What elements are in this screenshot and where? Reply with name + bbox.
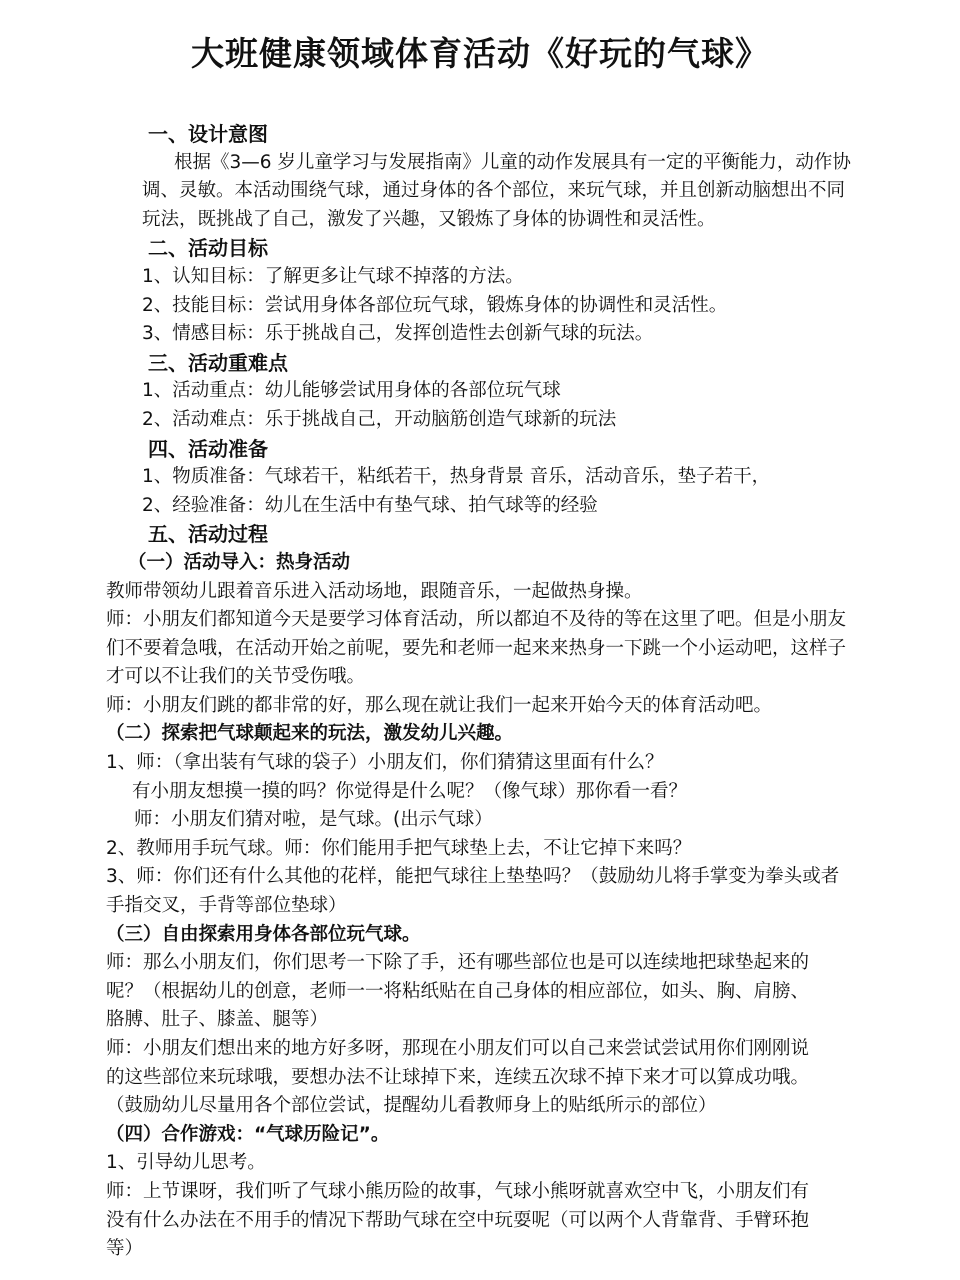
text-line: 胳膊、肚子、膝盖、腿等） [106,1009,329,1031]
subsection-heading: （四）合作游戏：“气球历险记”。 [106,1123,390,1145]
text-line: 师：小朋友们猜对啦，是气球。(出示气球） [134,809,493,831]
text-line: 师：小朋友们想出来的地方好多呀，那现在小朋友们可以自己来尝试尝试用你们刚刚说 [106,1038,810,1059]
text-line: 呢？（根据幼儿的创意，老师一一将粘纸贴在自己身体的相应部位，如头、胸、肩膀、 [106,980,810,1002]
text-line: 才可以不让我们的关节受伤哦。 [106,666,366,688]
text-line: 2、教师用手玩气球。师：你们能用手把气球垫上去，不让它掉下来吗？ [106,837,692,859]
text-line: 师：小朋友们都知道今天是要学习体育活动，所以都迫不及待的等在这里了吧。但是小朋友 [106,609,847,631]
text-line: 的这些部位来玩球哦，要想办法不让球掉下来，连续五次球不掉下来才可以算成功哦。 [106,1066,810,1088]
text-line: 根据《3—6 岁儿童学习与发展指南》儿童的动作发展具有一定的平衡能力，动作协 [174,151,851,173]
text-line: 1、活动重点：幼儿能够尝试用身体的各部位玩气球 [142,380,561,402]
text-line: 1、物质准备：气球若干，粘纸若干，热身背景 音乐，活动音乐，垫子若干， [142,466,771,488]
text-line: 1、认知目标：了解更多让气球不掉落的方法。 [142,265,524,287]
section-heading: 二、活动目标 [148,236,268,261]
document-body [106,120,866,1264]
text-line: 有小朋友想摸一摸的吗？你觉得是什么呢？（像气球）那你看一看？ [132,780,688,802]
text-line: 师：小朋友们跳的都非常的好，那么现在就让我们一起来开始今天的体育活动吧。 [106,694,773,716]
text-line: 手指交叉，手背等部位垫球） [106,895,347,917]
text-line: 1、引导幼儿思考。 [106,1152,266,1174]
section-heading: 三、活动重难点 [148,350,288,375]
text-line: 3、师：你们还有什么其他的花样，能把气球往上垫垫吗？（鼓励幼儿将手掌变为拳头或者 [106,866,840,888]
section-heading: 五、活动过程 [148,522,268,547]
section-heading: 四、活动准备 [148,436,268,461]
text-line: 师：那么小朋友们，你们思考一下除了手，还有哪些部位也是可以连续地把球垫起来的 [106,952,810,974]
subsection-heading: （二）探索把气球颠起来的玩法，激发幼儿兴趣。 [106,723,514,745]
subsection-heading: （一）活动导入：热身活动 [128,551,351,573]
text-line: 教师带领幼儿跟着音乐进入活动场地，跟随音乐，一起做热身操。 [106,580,643,602]
text-line: 没有什么办法在不用手的情况下帮助气球在空中玩耍呢（可以两个人背靠背、手臂环抱 [106,1209,810,1231]
text-line: 们不要着急哦，在活动开始之前呢，要先和老师一起来来热身一下跳一个小运动吧，这样子 [106,637,847,659]
text-line: 1、师：（拿出装有气球的袋子）小朋友们，你们猜猜这里面有什么？ [106,752,664,774]
text-line: 2、技能目标：尝试用身体各部位玩气球，锻炼身体的协调性和灵活性。 [142,294,728,316]
text-line: 调、灵敏。本活动围绕气球，通过身体的各个部位，来玩气球，并且创新动脑想出不同 [142,180,846,202]
text-line: 2、经验准备：幼儿在生活中有垫气球、拍气球等的经验 [142,494,598,516]
text-line: 师：上节课呀，我们听了气球小熊历险的故事，气球小熊呀就喜欢空中飞，小朋友们有 [106,1180,810,1202]
text-line: 2、活动难点：乐于挑战自己，开动脑筋创造气球新的玩法 [142,408,617,430]
subsection-heading: （三）自由探索用身体各部位玩气球。 [106,923,421,945]
text-line: 玩法，既挑战了自己，激发了兴趣，又锻炼了身体的协调性和灵活性。 [142,208,716,230]
text-line: 3、情感目标：乐于挑战自己，发挥创造性去创新气球的玩法。 [142,323,654,345]
document-title: 大班健康领域体育活动《好玩的气球》 [191,34,769,73]
section-heading: 一、设计意图 [148,122,268,146]
text-line: 等） [106,1238,144,1260]
text-line: （鼓励幼儿尽量用各个部位尝试，提醒幼儿看教师身上的贴纸所示的部位） [106,1095,717,1117]
